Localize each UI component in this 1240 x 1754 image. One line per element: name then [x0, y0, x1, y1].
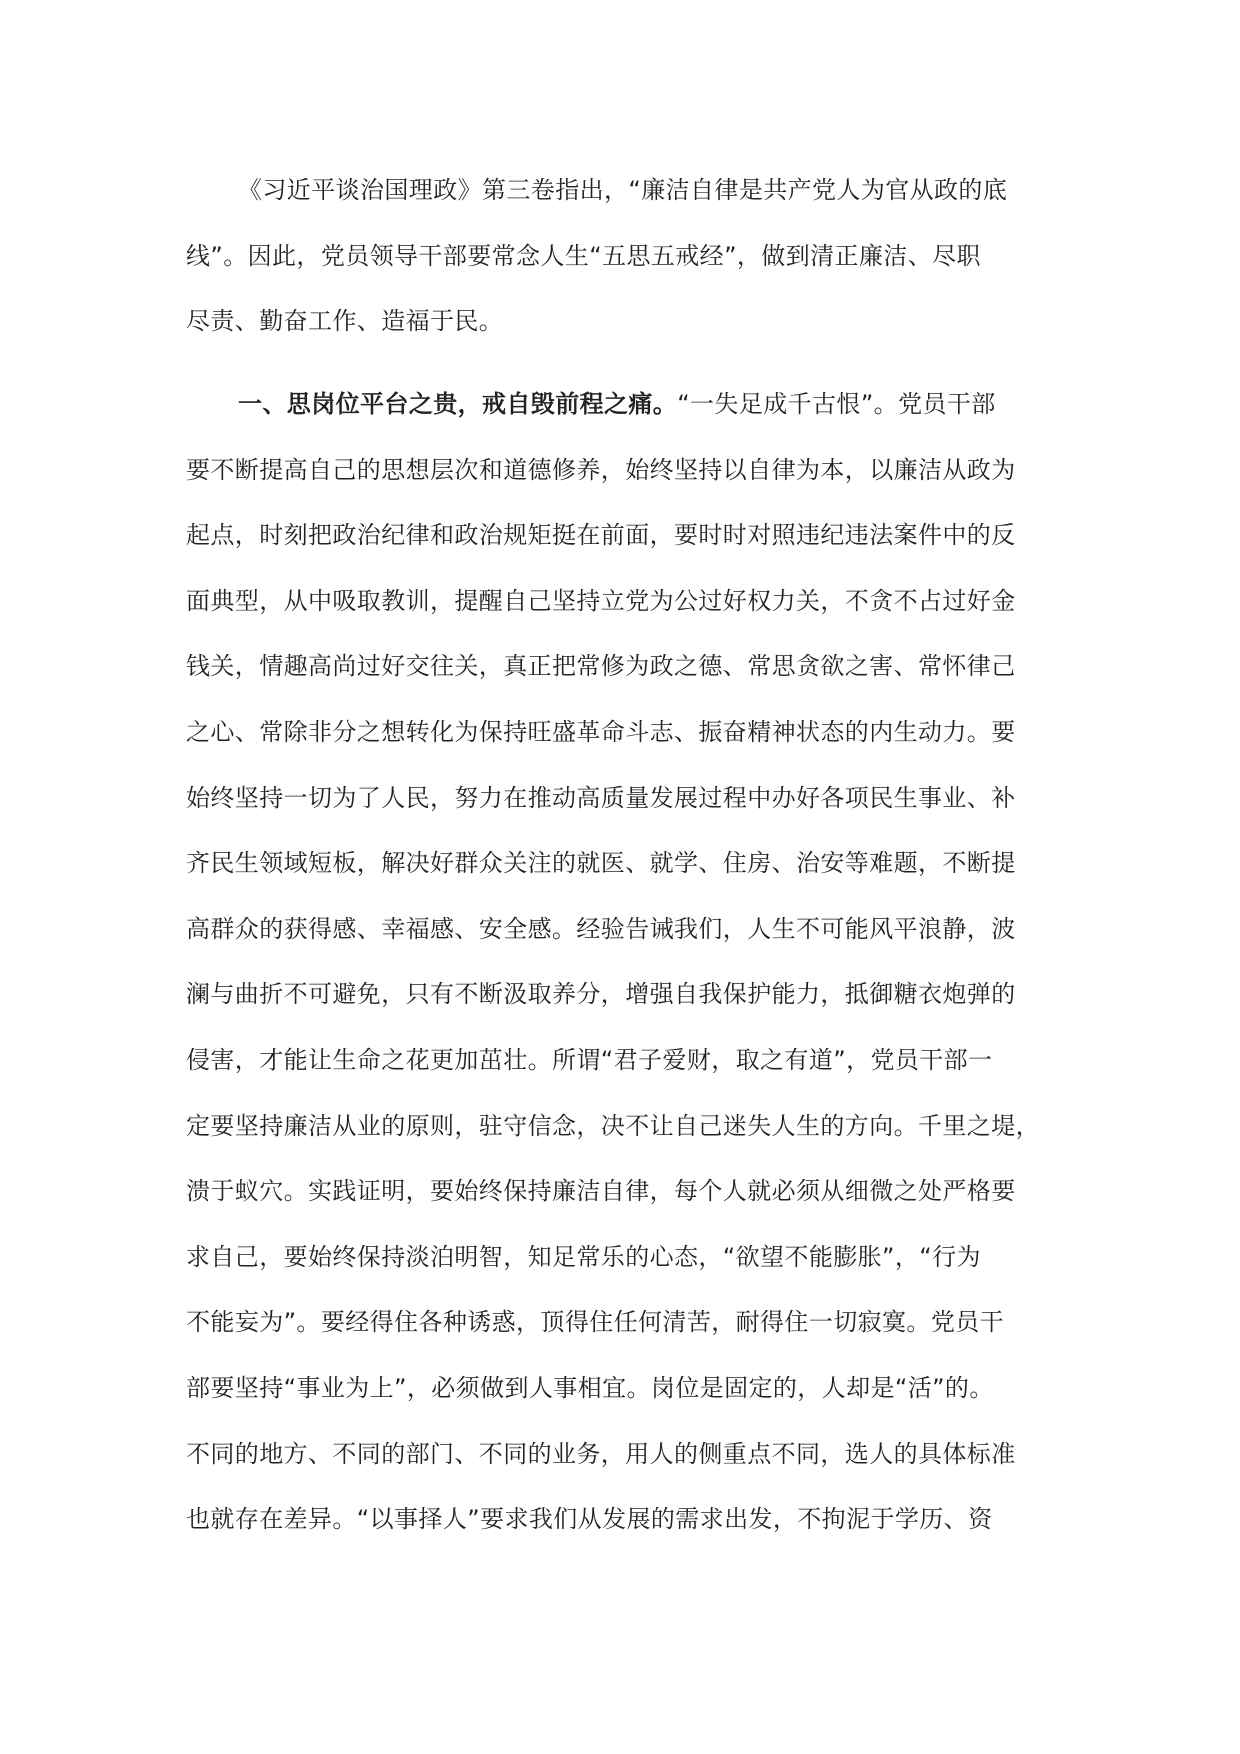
section-one-paragraph	[186, 372, 1066, 1553]
text-line: 定要坚持廉洁从业的原则，驻守信念，决不让自己迷失人生的方向。千里之堤，	[186, 1111, 1040, 1140]
text-line: 不能妄为”。要经得住各种诱惑，顶得住任何清苦，耐得住一切寂寞。党员干	[186, 1308, 1005, 1337]
text-line: 线”。因此，党员领导干部要常念人生“五思五戒经”，做到清正廉洁、尽职	[186, 241, 981, 270]
text-line: 之心、常除非分之想转化为保持旺盛革命斗志、振奋精神状态的内生动力。要	[186, 717, 1016, 746]
text-line: 部要坚持“事业为上”，必须做到人事相宜。岗位是固定的，人却是“活”的。	[186, 1373, 994, 1402]
text-line: 澜与曲折不可避免，只有不断汲取养分，增强自我保护能力，抵御糖衣炮弹的	[186, 980, 1016, 1009]
text-line: 要不断提高自己的思想层次和道德修养，始终坚持以自律为本，以廉洁从政为	[186, 455, 1016, 484]
text-line: 起点，时刻把政治纪律和政治规矩挺在前面，要时时对照违纪违法案件中的反	[186, 521, 1016, 550]
text-line: 不同的地方、不同的部门、不同的业务，用人的侧重点不同，选人的具体标准	[186, 1439, 1016, 1468]
heading-line-rest: “一失足成千古恨”。党员干部	[677, 390, 996, 418]
text-line: 尽责、勤奋工作、造福于民。	[186, 307, 504, 336]
text-line: 侵害，才能让生命之花更加茁壮。所谓“君子爱财，取之有道”，党员干部一	[186, 1045, 993, 1074]
text-line: 齐民生领域短板，解决好群众关注的就医、就学、住房、治安等难题，不断提	[186, 849, 1016, 878]
text-line: 钱关，情趣高尚过好交往关，真正把常修为政之德、常思贪欲之害、常怀律己	[186, 652, 1016, 681]
text-line: 求自己，要始终保持淡泊明智，知足常乐的心态，“欲望不能膨胀”，“行为	[186, 1242, 981, 1271]
intro-paragraph	[186, 158, 1066, 355]
text-line: 始终坚持一切为了人民，努力在推动高质量发展过程中办好各项民生事业、补	[186, 783, 1016, 812]
section-heading-line	[186, 372, 1066, 438]
section-heading: 一、思岗位平台之贵，戒自毁前程之痛。	[238, 390, 678, 418]
text-line: 溃于蚁穴。实践证明，要始终保持廉洁自律，每个人就必须从细微之处严格要	[186, 1177, 1016, 1206]
text-line: 《习近平谈治国理政》第三卷指出，“廉洁自律是共产党人为官从政的底	[238, 176, 1008, 204]
text-line: 高群众的获得感、幸福感、安全感。经验告诫我们，人生不可能风平浪静，波	[186, 914, 1016, 943]
text-line: 面典型，从中吸取教训，提醒自己坚持立党为公过好权力关，不贪不占过好金	[186, 586, 1016, 615]
text-line: 也就存在差异。“以事择人”要求我们从发展的需求出发，不拘泥于学历、资	[186, 1505, 993, 1534]
